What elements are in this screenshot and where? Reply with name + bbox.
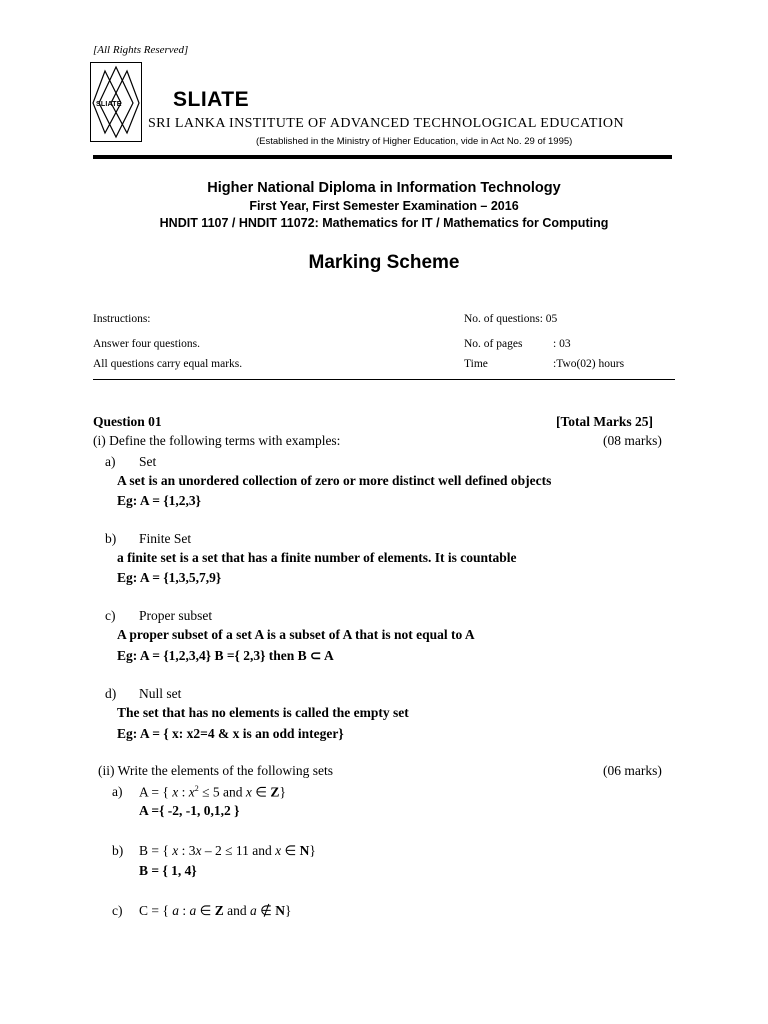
- part-i-marks: (08 marks): [603, 433, 662, 448]
- not-element-of: ∉: [256, 903, 276, 918]
- set-name: A = {: [139, 784, 169, 800]
- item-term: Null set: [139, 686, 182, 701]
- set-symbol: Z: [214, 903, 224, 918]
- item-letter: d): [105, 686, 117, 701]
- part-ii-label: (ii) Write the elements of the following sets: [98, 763, 334, 778]
- var: a: [250, 903, 257, 918]
- header-divider: [93, 155, 672, 159]
- set-answer: B = { 1, 4}: [139, 863, 197, 878]
- time-label: Time: [464, 358, 488, 370]
- no-of-pages-label: No. of pages: [464, 338, 523, 350]
- colon: :: [178, 784, 189, 800]
- item-term: Set: [139, 454, 157, 469]
- no-of-questions: No. of questions: 05: [464, 313, 558, 325]
- colon: : 3: [178, 843, 196, 858]
- question-title: Question 01: [93, 414, 162, 429]
- close-brace: }: [309, 843, 316, 858]
- and: and: [223, 903, 251, 918]
- page-title: Marking Scheme: [308, 252, 460, 273]
- set-name: B = {: [139, 843, 169, 858]
- item-term: Finite Set: [139, 531, 192, 546]
- var: x: [245, 784, 252, 800]
- diploma-title: Higher National Diploma in Information Technology: [207, 180, 561, 196]
- institute-name: SRI LANKA INSTITUTE OF ADVANCED TECHNOLOGICAL EDUCATION: [148, 116, 624, 131]
- close-brace: }: [279, 784, 286, 800]
- no-of-pages-value: : 03: [553, 338, 571, 350]
- set-answer: A ={ -2, -1, 0,1,2 }: [139, 803, 240, 818]
- condition: ≤ 5 and: [198, 784, 246, 800]
- var: a: [189, 903, 197, 918]
- item-example: Eg: A = { x: x2=4 & x is an odd integer}: [117, 726, 344, 741]
- set-definition: [139, 903, 292, 919]
- item-answer: a finite set is a set that has a finite number of elements. It is countable: [117, 550, 517, 565]
- element-of: ∈: [281, 843, 300, 858]
- exam-title: First Year, First Semester Examination – 2016: [249, 199, 519, 213]
- item-letter: a): [105, 454, 116, 469]
- instruction-equal-marks: All questions carry equal marks.: [93, 358, 243, 370]
- var: x: [172, 843, 179, 858]
- close-brace: }: [285, 903, 292, 918]
- set-symbol: Z: [270, 784, 280, 800]
- time-value: :Two(02) hours: [553, 358, 625, 370]
- question-total-marks: [Total Marks 25]: [556, 414, 653, 429]
- item-letter: c): [112, 903, 123, 918]
- part-ii-marks: (06 marks): [603, 763, 662, 778]
- var: x: [172, 784, 179, 800]
- item-letter: b): [105, 531, 117, 546]
- var: x: [195, 843, 202, 858]
- course-title: HNDIT 1107 / HNDIT 11072: Mathematics for IT / Mathematics for Computing: [159, 216, 609, 230]
- item-letter: c): [105, 608, 116, 623]
- instruction-answer-four: Answer four questions.: [93, 338, 200, 350]
- info-divider: [93, 379, 675, 380]
- set-symbol: N: [299, 843, 310, 858]
- item-answer: A set is an unordered collection of zero or more distinct well defined objects: [117, 473, 552, 488]
- element-of: ∈: [196, 903, 215, 918]
- logo-text: SLIATE: [96, 101, 122, 108]
- item-letter: b): [112, 843, 124, 858]
- item-answer: The set that has no elements is called the empty set: [117, 705, 409, 720]
- item-example: Eg: A = {1,2,3,4} B ={ 2,3} then B ⊂ A: [117, 648, 334, 663]
- set-definition: [139, 843, 316, 859]
- var: a: [172, 903, 179, 918]
- condition: – 2 ≤ 11 and: [201, 843, 276, 858]
- var: x: [188, 784, 195, 800]
- part-i-label: (i) Define the following terms with examples:: [93, 433, 341, 448]
- colon: :: [178, 903, 190, 918]
- var: x: [275, 843, 282, 858]
- item-letter: a): [112, 784, 123, 799]
- superscript: 2: [194, 784, 199, 793]
- rights-reserved: [All Rights Reserved]: [93, 44, 189, 56]
- item-example: Eg: A = {1,2,3}: [117, 493, 201, 508]
- item-answer: A proper subset of a set A is a subset of A that is not equal to A: [117, 627, 475, 642]
- element-of: ∈: [251, 784, 271, 800]
- set-symbol: N: [275, 903, 286, 918]
- set-definition: [139, 784, 286, 801]
- item-example: Eg: A = {1,3,5,7,9}: [117, 570, 222, 585]
- instructions-label: Instructions:: [93, 313, 151, 325]
- set-name: C = {: [139, 903, 169, 918]
- item-term: Proper subset: [139, 608, 213, 623]
- established-note: (Established in the Ministry of Higher Education, vide in Act No. 29 of 1995): [256, 136, 573, 147]
- brand-name: SLIATE: [173, 88, 250, 111]
